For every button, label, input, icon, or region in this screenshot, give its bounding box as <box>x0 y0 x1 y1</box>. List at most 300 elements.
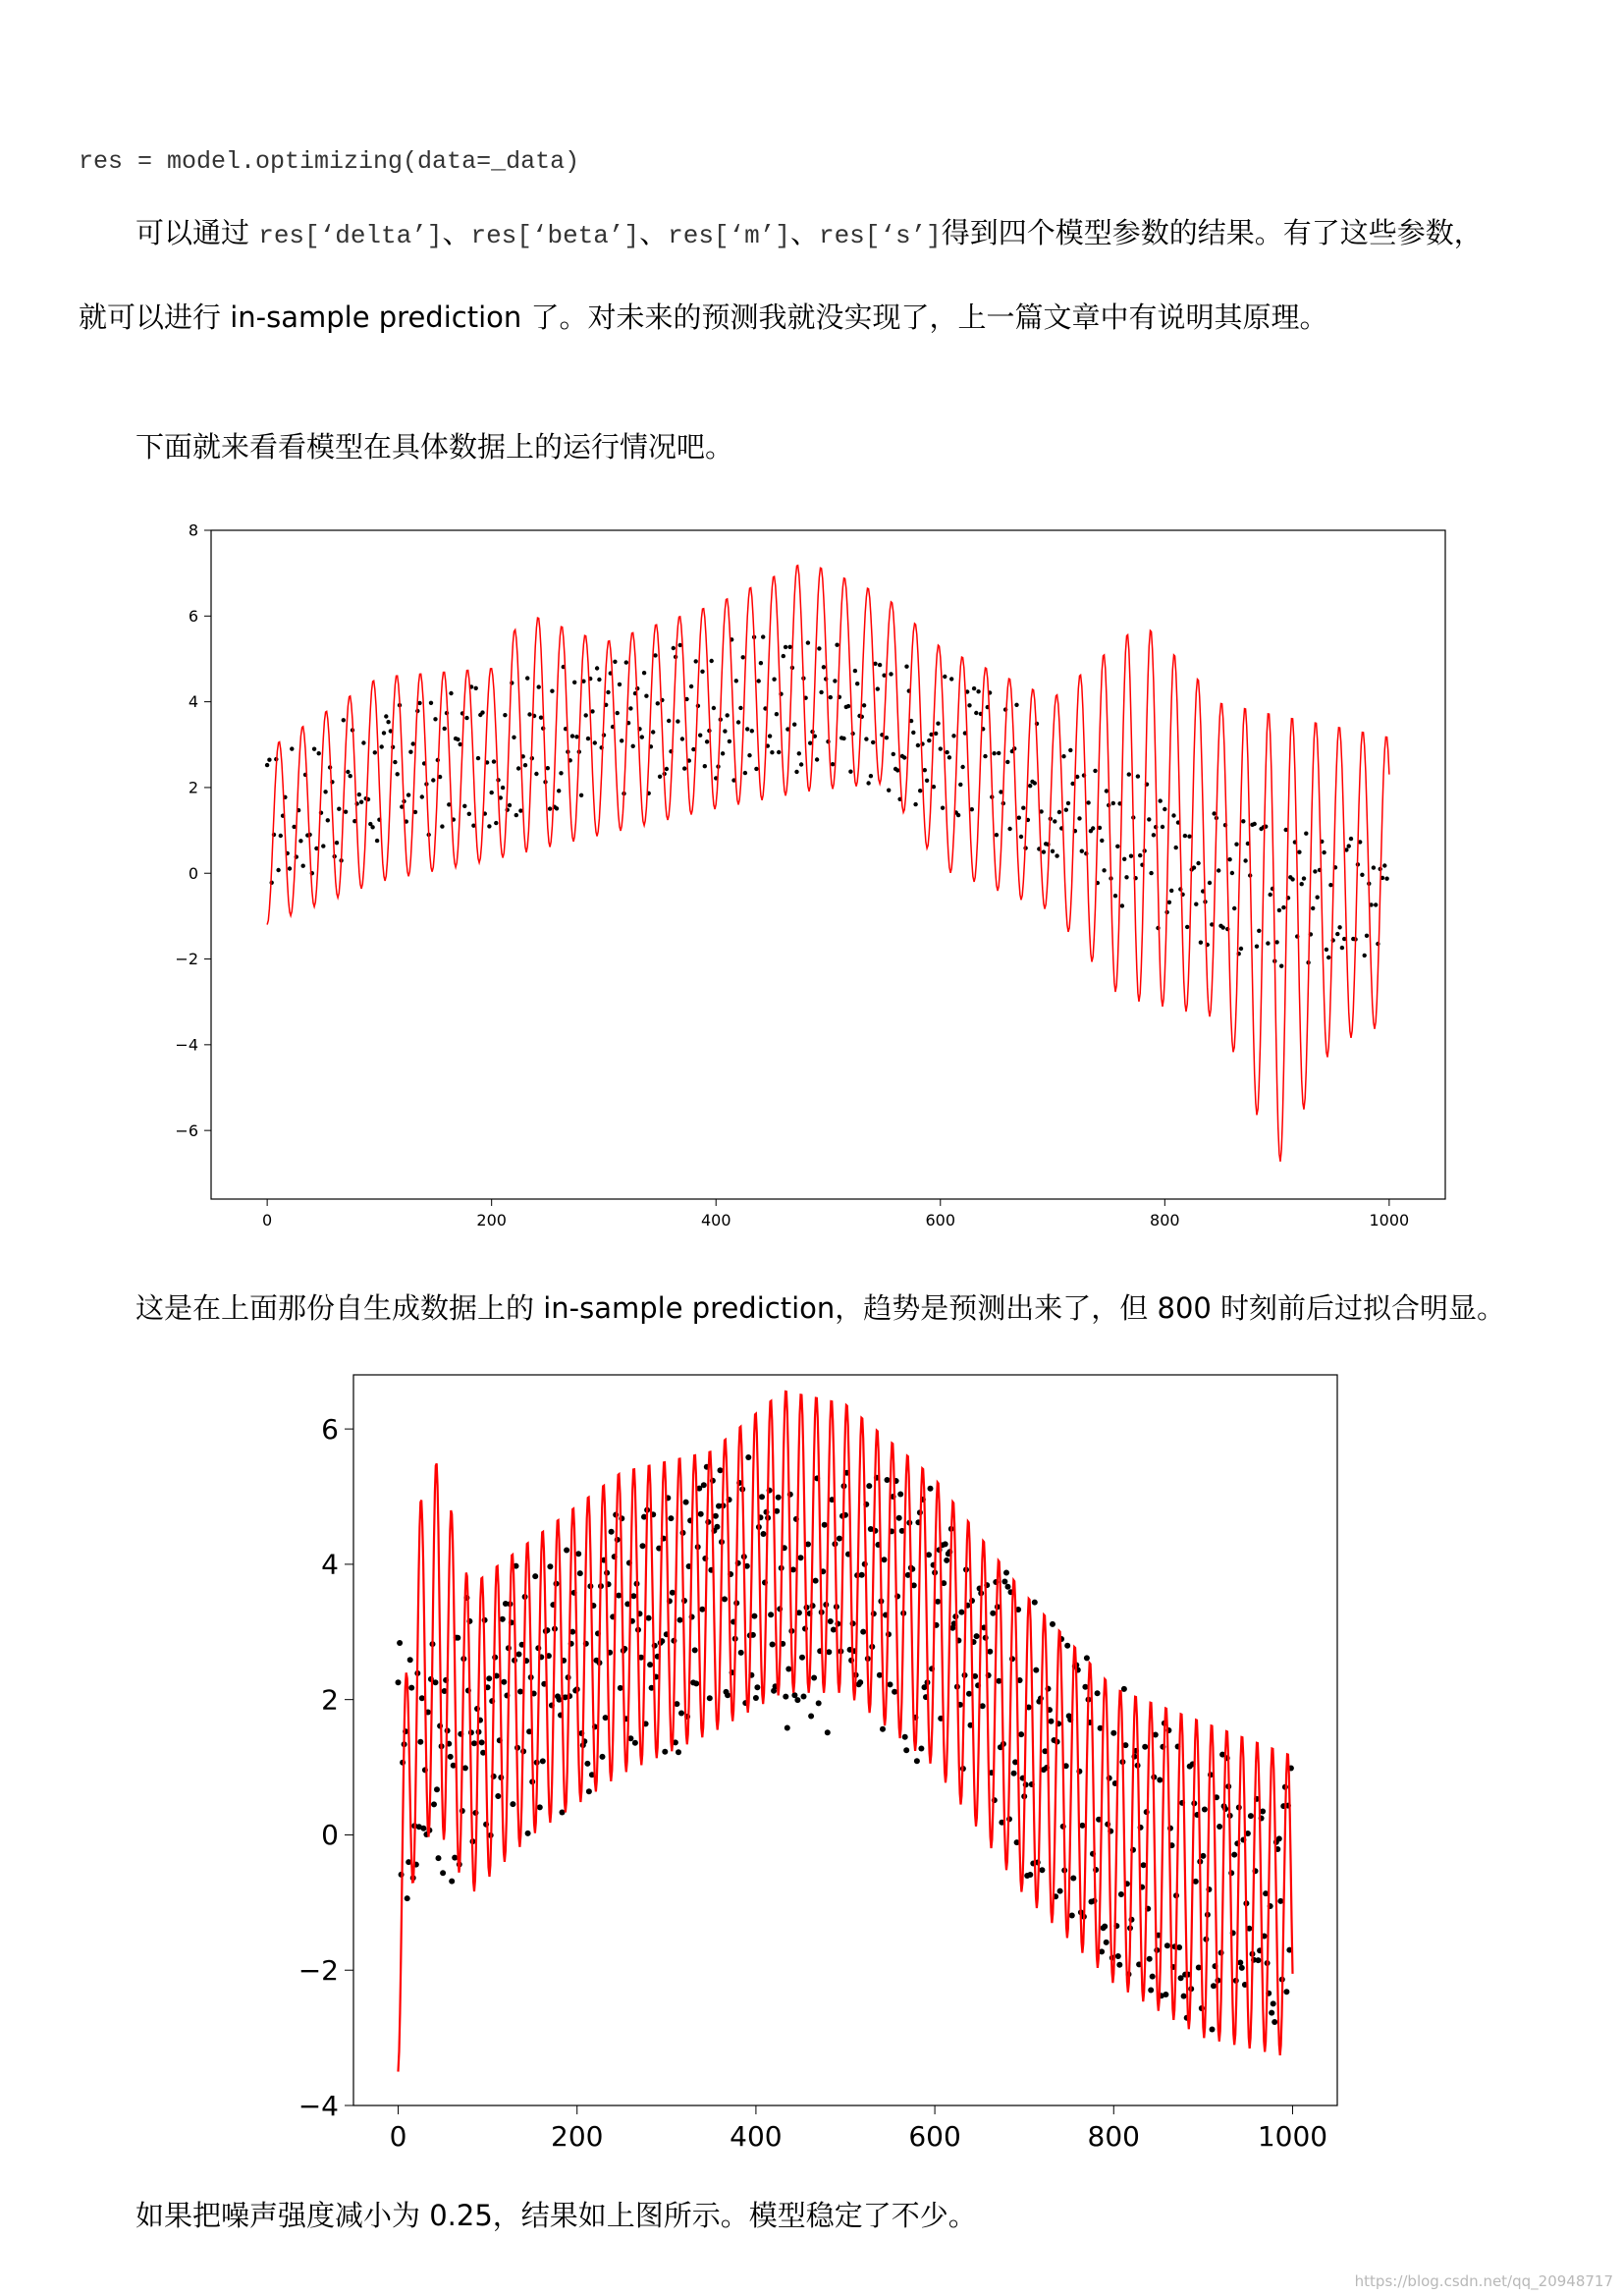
data-point <box>743 771 747 775</box>
data-point <box>705 739 709 743</box>
data-point <box>892 752 895 756</box>
data-point <box>1221 925 1225 929</box>
data-point <box>517 1689 523 1695</box>
data-point <box>433 717 437 721</box>
data-point <box>848 770 852 774</box>
data-point <box>462 1765 468 1771</box>
data-point <box>1163 807 1166 811</box>
data-point <box>1256 1957 1262 1963</box>
data-point <box>433 1679 439 1685</box>
data-point <box>298 839 302 843</box>
data-point <box>346 770 350 774</box>
data-point <box>736 720 740 724</box>
data-point <box>911 731 915 735</box>
data-point <box>913 802 917 806</box>
data-point <box>676 719 679 723</box>
data-point <box>593 740 597 744</box>
y-tick-label: −2 <box>175 950 198 969</box>
data-point <box>1033 781 1037 785</box>
data-point <box>777 750 781 754</box>
data-point <box>866 781 870 785</box>
data-point <box>680 737 684 740</box>
data-point <box>480 710 484 714</box>
data-point <box>869 774 873 778</box>
data-point <box>431 1801 437 1807</box>
data-point <box>1079 1823 1085 1829</box>
data-point <box>710 659 714 663</box>
chart-1 <box>157 519 1463 1226</box>
data-point <box>785 1667 791 1672</box>
data-point <box>794 1697 800 1703</box>
data-point <box>1033 1667 1039 1673</box>
chart-2 <box>285 1363 1345 2149</box>
data-point <box>479 1739 485 1745</box>
data-point <box>449 1879 455 1885</box>
data-point <box>1217 868 1220 872</box>
x-tick-label: 800 <box>1150 1211 1180 1226</box>
data-point <box>698 734 702 738</box>
data-point <box>808 1714 814 1720</box>
data-point <box>990 1611 996 1616</box>
data-point <box>1237 1960 1243 1966</box>
data-point <box>495 1793 501 1799</box>
x-tick-label: 800 <box>1087 2120 1140 2149</box>
data-point <box>618 683 622 686</box>
data-point <box>317 751 321 755</box>
data-point <box>1116 1962 1122 1968</box>
data-point <box>1248 1813 1254 1819</box>
data-point <box>698 1511 704 1517</box>
data-point <box>651 730 655 734</box>
data-point <box>997 751 1001 755</box>
data-point <box>759 1494 765 1500</box>
data-point <box>951 734 955 738</box>
data-point <box>1194 902 1198 906</box>
data-point <box>966 1691 972 1697</box>
data-point <box>1304 832 1308 836</box>
data-point <box>734 679 738 683</box>
data-point <box>713 1513 719 1519</box>
data-point <box>382 731 386 735</box>
data-point <box>750 729 754 733</box>
y-tick-label: −4 <box>175 1035 198 1055</box>
data-point <box>699 1607 705 1613</box>
data-point <box>1196 861 1200 865</box>
data-point <box>1141 1862 1147 1868</box>
data-point <box>662 1749 668 1755</box>
data-point <box>712 706 716 710</box>
data-point <box>501 1679 507 1685</box>
data-point <box>525 676 529 680</box>
data-point <box>1382 863 1386 867</box>
data-point <box>407 1657 413 1663</box>
data-point <box>945 750 948 754</box>
data-point <box>701 1482 707 1488</box>
data-point <box>665 767 669 771</box>
data-point <box>326 818 330 822</box>
data-point <box>976 689 980 693</box>
data-point <box>918 789 922 793</box>
data-point <box>647 1662 653 1667</box>
data-point <box>772 678 776 682</box>
data-point <box>459 742 462 746</box>
data-point <box>811 1675 817 1681</box>
data-point <box>857 1679 863 1685</box>
data-point <box>419 1695 425 1701</box>
paragraph-result2: 如果把噪声强度减小为 0.25，结果如上图所示。模型稳定了不少。 <box>135 2199 977 2232</box>
data-point <box>516 1652 522 1658</box>
data-point <box>967 703 971 707</box>
data-point <box>806 640 810 644</box>
y-tick-label: 4 <box>321 1548 339 1581</box>
data-point <box>837 1536 842 1542</box>
data-point <box>1311 906 1315 910</box>
data-point <box>678 1711 684 1717</box>
data-point <box>770 1642 776 1648</box>
data-point <box>784 645 787 649</box>
data-point <box>904 665 908 669</box>
data-point <box>1028 784 1032 788</box>
data-point <box>934 732 938 736</box>
data-point <box>693 1680 699 1686</box>
data-point <box>983 754 987 758</box>
data-point <box>972 686 976 690</box>
axes-frame <box>211 530 1445 1199</box>
data-point <box>624 660 628 664</box>
data-point <box>474 686 478 690</box>
paragraph-result1: 这是在上面那份自生成数据上的 in-sample prediction，趋势是预测出来了，但 800 时刻前后过拟合明显。 <box>135 1291 1506 1325</box>
data-point <box>939 746 943 750</box>
data-point <box>1147 817 1151 821</box>
data-point <box>514 813 518 817</box>
data-point <box>537 1804 543 1810</box>
data-point <box>349 774 352 778</box>
data-point <box>1053 819 1056 823</box>
data-point <box>787 645 791 649</box>
data-point <box>1152 833 1156 837</box>
data-point <box>494 821 498 825</box>
data-point <box>1147 1956 1153 1962</box>
data-point <box>1300 882 1304 886</box>
data-point <box>1086 800 1090 804</box>
data-point <box>1159 798 1163 802</box>
data-point <box>1234 843 1238 847</box>
data-point <box>431 778 435 782</box>
x-tick-label: 200 <box>476 1211 507 1226</box>
data-point <box>1102 1924 1108 1930</box>
data-point <box>1192 865 1196 869</box>
paragraph-params <box>135 213 1623 255</box>
data-point <box>941 806 945 810</box>
data-point <box>1325 948 1328 952</box>
data-point <box>1136 774 1140 778</box>
data-point <box>1277 908 1281 912</box>
data-point <box>798 1555 804 1560</box>
data-point <box>794 770 798 774</box>
data-point <box>751 1613 757 1619</box>
data-point <box>1167 901 1171 904</box>
data-point <box>714 1524 720 1530</box>
data-point <box>776 1495 782 1501</box>
data-point <box>723 729 727 733</box>
data-point <box>600 1754 606 1760</box>
data-point <box>290 746 294 750</box>
data-point <box>527 712 531 716</box>
data-point <box>396 772 400 776</box>
data-point <box>1061 754 1065 758</box>
data-point <box>1148 1988 1154 1994</box>
data-point <box>1122 857 1126 861</box>
data-point <box>337 807 341 811</box>
data-point <box>1199 941 1203 945</box>
data-point <box>754 1684 760 1690</box>
data-point <box>958 783 962 787</box>
x-tick-label: 0 <box>262 1211 273 1226</box>
data-point <box>449 691 453 695</box>
data-point <box>455 1635 460 1641</box>
data-point <box>436 1855 442 1861</box>
data-point <box>960 765 964 769</box>
data-point <box>876 686 880 690</box>
data-point <box>456 738 460 741</box>
data-point <box>342 718 346 722</box>
data-point <box>1281 905 1285 909</box>
data-point <box>408 750 412 754</box>
y-tick-label: 8 <box>188 520 198 540</box>
data-point <box>819 690 823 694</box>
data-point <box>873 662 877 666</box>
data-point <box>534 772 538 776</box>
data-point <box>738 706 742 710</box>
data-point <box>808 741 812 745</box>
data-point <box>518 808 522 812</box>
data-point <box>1042 849 1046 853</box>
data-point <box>1279 964 1283 968</box>
data-point <box>630 1593 636 1599</box>
data-point <box>631 744 635 748</box>
data-point <box>1110 1730 1116 1736</box>
data-point <box>925 779 929 783</box>
data-point <box>1187 835 1191 839</box>
data-point <box>992 751 996 755</box>
data-point <box>768 1612 774 1617</box>
data-point <box>797 751 801 755</box>
data-point <box>668 1515 674 1521</box>
data-point <box>707 1695 713 1701</box>
data-point <box>1313 869 1317 873</box>
separator: 、 <box>789 216 819 249</box>
data-point <box>1302 876 1306 880</box>
data-point <box>510 1801 515 1807</box>
data-point <box>878 663 882 667</box>
data-point <box>1005 1584 1011 1590</box>
data-point <box>754 767 758 771</box>
data-point <box>1337 925 1341 929</box>
data-point <box>642 671 646 675</box>
data-point <box>1316 896 1320 900</box>
data-point <box>1193 1879 1199 1885</box>
data-point <box>1104 1940 1109 1945</box>
data-point <box>935 1599 941 1605</box>
data-point <box>928 1486 934 1492</box>
data-point <box>1241 819 1245 823</box>
data-point <box>344 810 348 814</box>
data-point <box>1003 1570 1009 1576</box>
data-point <box>833 679 837 683</box>
data-point <box>1019 835 1023 839</box>
data-point <box>1027 1872 1033 1878</box>
code-m: res[‘m’] <box>668 221 790 250</box>
data-point <box>658 775 662 779</box>
data-point <box>1253 822 1257 826</box>
data-point <box>408 1685 414 1691</box>
data-point <box>525 1831 531 1836</box>
data-point <box>393 760 397 764</box>
data-point <box>1322 850 1325 854</box>
data-point <box>1021 806 1025 810</box>
data-point <box>944 1558 949 1563</box>
data-point <box>597 678 601 682</box>
data-point <box>359 800 363 804</box>
data-point <box>1326 956 1330 959</box>
data-point <box>1164 1942 1170 1948</box>
data-point <box>532 1573 538 1579</box>
data-point <box>817 646 821 650</box>
data-point <box>1005 760 1009 764</box>
data-point <box>405 1895 410 1901</box>
data-point <box>646 1615 652 1621</box>
data-point <box>745 1454 751 1460</box>
data-point <box>579 793 583 797</box>
data-point <box>1347 844 1351 847</box>
data-point <box>1283 1989 1289 1995</box>
data-point <box>640 735 644 738</box>
data-point <box>620 738 623 742</box>
data-point <box>656 701 660 705</box>
data-point <box>974 711 978 715</box>
data-point <box>1266 941 1270 945</box>
data-point <box>862 703 866 707</box>
data-point <box>628 706 632 710</box>
data-point <box>503 713 507 717</box>
data-point <box>801 1694 807 1700</box>
data-point <box>1255 945 1259 949</box>
data-point <box>559 771 563 775</box>
data-point <box>1068 748 1072 752</box>
data-point <box>490 791 494 794</box>
data-point <box>782 654 785 658</box>
data-point <box>312 747 316 751</box>
data-point <box>747 753 751 757</box>
data-point <box>586 737 590 740</box>
data-point <box>885 736 889 739</box>
data-point <box>831 762 835 766</box>
data-point <box>1269 893 1272 897</box>
data-point <box>523 763 527 767</box>
data-point <box>1239 947 1243 951</box>
data-point <box>738 1650 744 1656</box>
data-point <box>1049 1719 1055 1724</box>
y-tick-label: −6 <box>175 1121 198 1140</box>
data-point <box>923 768 927 772</box>
data-point <box>1120 903 1124 907</box>
data-point <box>1271 2000 1276 2006</box>
data-point <box>443 727 447 731</box>
data-point <box>1181 1994 1187 1999</box>
data-point <box>888 1681 893 1687</box>
separator: 、 <box>442 216 471 249</box>
y-tick-label: 0 <box>321 1819 339 1852</box>
data-point <box>574 735 578 738</box>
data-point <box>1202 1807 1208 1813</box>
data-point <box>1077 816 1081 820</box>
data-point <box>761 634 765 638</box>
data-point <box>547 1563 553 1569</box>
data-point <box>586 1788 592 1794</box>
data-point <box>757 679 761 683</box>
data-point <box>406 793 410 796</box>
data-point <box>1118 1891 1124 1897</box>
data-point <box>813 1578 819 1584</box>
data-point <box>653 653 657 657</box>
data-point <box>889 672 893 676</box>
observed-points <box>396 1454 1294 2033</box>
data-point <box>335 841 339 845</box>
data-point <box>606 690 610 694</box>
data-point <box>672 646 676 650</box>
data-point <box>958 1610 964 1615</box>
data-point <box>560 1810 566 1816</box>
data-point <box>846 704 850 708</box>
data-point <box>683 1500 689 1505</box>
data-point <box>667 719 671 723</box>
data-point <box>1232 906 1236 910</box>
data-point <box>618 1685 623 1691</box>
data-point <box>828 1618 834 1624</box>
data-point <box>1349 837 1353 841</box>
data-point <box>725 1692 730 1698</box>
x-tick-label: 600 <box>925 1211 956 1226</box>
data-point <box>768 734 772 738</box>
data-point <box>396 1679 402 1685</box>
data-point <box>429 701 433 705</box>
data-point <box>914 1758 920 1764</box>
data-point <box>943 1541 948 1547</box>
y-tick-label: −4 <box>298 2089 339 2122</box>
data-point <box>1113 894 1117 898</box>
data-point <box>1142 1744 1148 1750</box>
data-point <box>1111 801 1115 805</box>
code-s: res[‘s’] <box>818 221 942 250</box>
data-point <box>692 1647 698 1653</box>
data-point <box>550 689 554 693</box>
data-point <box>753 1695 759 1701</box>
data-point <box>1017 816 1021 820</box>
data-point <box>577 1570 583 1576</box>
prediction-line <box>267 566 1389 1162</box>
data-point <box>1105 789 1109 793</box>
data-point <box>1055 853 1058 857</box>
data-point <box>1176 1944 1182 1950</box>
data-point <box>943 675 947 679</box>
y-tick-label: 4 <box>188 692 198 712</box>
data-point <box>1121 1686 1127 1692</box>
data-point <box>864 737 868 740</box>
data-point <box>448 1754 454 1760</box>
data-point <box>1018 1731 1024 1737</box>
data-point <box>1001 1579 1007 1585</box>
data-point <box>397 1640 403 1646</box>
